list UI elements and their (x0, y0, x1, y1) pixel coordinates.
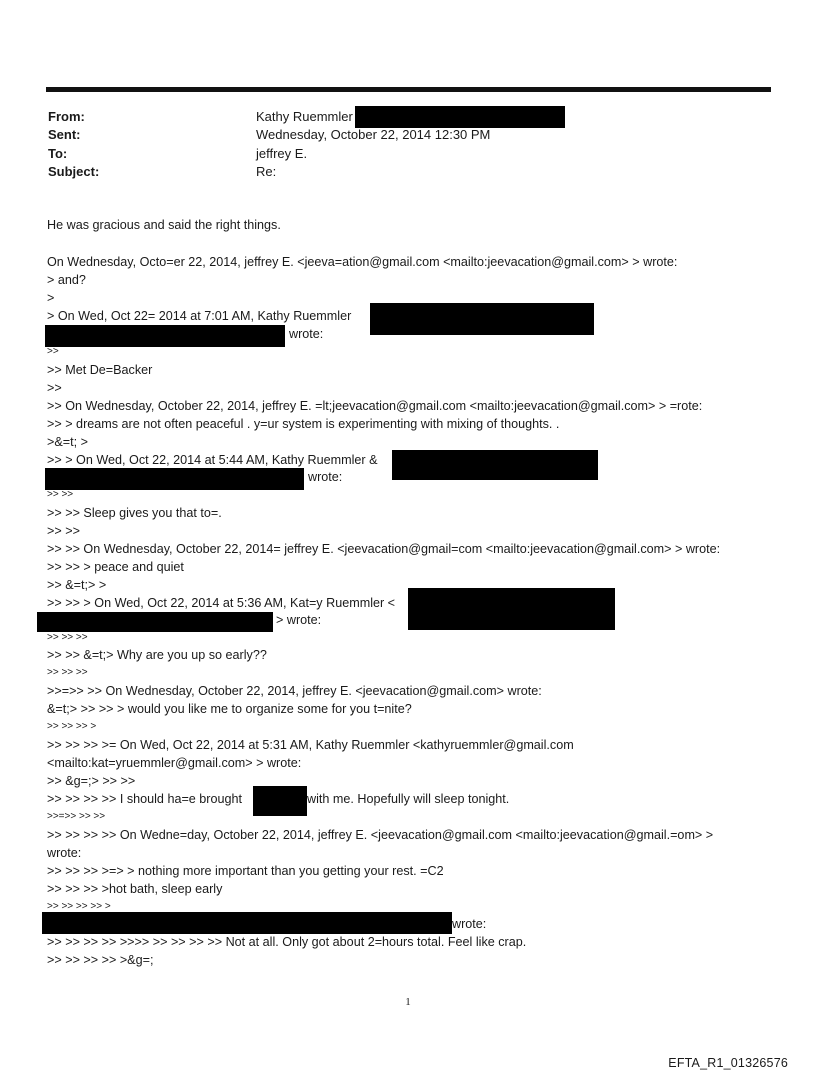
body-line: >> > On Wed, Oct 22, 2014 at 5:44 AM, Kathy Ruemmler & (47, 453, 378, 467)
sent-value: Wednesday, October 22, 2014 12:30 PM (256, 127, 491, 142)
sent-label: Sent: (48, 127, 81, 142)
body-line: >> >> >> >> >>>> >> >> >> >> Not at all. Only got about 2=hours total. Feel like crap. (47, 935, 527, 949)
from-value: Kathy Ruemmler (256, 109, 353, 124)
body-line: wrote: (452, 917, 487, 931)
body-line: > and? (47, 273, 86, 287)
header-rule (46, 87, 771, 92)
body-line: >> (47, 346, 59, 357)
redaction-box (42, 912, 452, 934)
body-line: >> &=t;> > (47, 578, 107, 592)
body-line: >> >> >> >> On Wedne=day, October 22, 2014, jeffrey E. <jeevacation@gmail.com <mailto:jeevacation@gmail.=om> > (47, 828, 714, 842)
redaction-box (370, 303, 594, 335)
body-line: &=t;> >> >> > would you like me to organize some for you t=nite? (47, 702, 412, 716)
redaction-box (253, 786, 307, 816)
page-number: 1 (405, 996, 411, 1008)
body-line: On Wednesday, Octo=er 22, 2014, jeffrey E. <jeeva=ation@gmail.com <mailto:jeevacation@gmail.com> > wrote: (47, 255, 678, 269)
to-value: jeffrey E. (256, 146, 308, 161)
body-line: >>=>> >> >> (47, 811, 106, 822)
body-line: >> >> Sleep gives you that to=. (47, 506, 222, 520)
redaction-box (45, 468, 304, 490)
from-label: From: (48, 109, 85, 124)
body-line: >> >> >> > (47, 721, 97, 732)
body-line: >> On Wednesday, October 22, 2014, jeffrey E. =lt;jeevacation@gmail.com <mailto:jeevacation@gmail.com> > =rote: (47, 399, 703, 413)
body-line: >&=t; > (47, 435, 88, 449)
subject-label: Subject: (48, 164, 100, 179)
body-line: >> >> >> (47, 667, 88, 678)
body-line: >> >> (47, 524, 80, 538)
to-label: To: (48, 146, 68, 161)
body-line: > wrote: (276, 613, 322, 627)
body-line: >> Met De=Backer (47, 363, 153, 377)
body-line: >> >> &=t;> Why are you up so early?? (47, 648, 267, 662)
body-line: > On Wed, Oct 22= 2014 at 7:01 AM, Kathy Ruemmler (47, 309, 352, 323)
body-line: >> >> On Wednesday, October 22, 2014= jeffrey E. <jeevacation@gmail=com <mailto:jeevacation@gmail.com> > wrote: (47, 542, 721, 556)
body-line: >> >> >> >=> > nothing more important than you getting your rest. =C2 (47, 864, 444, 878)
body-line: >> &g=;> >> >> (47, 774, 136, 788)
body-line: with me. Hopefully will sleep tonight. (307, 792, 510, 806)
body-line: >> (47, 381, 62, 395)
redaction-box (408, 588, 615, 630)
body-line: wrote: (308, 470, 343, 484)
redaction-box (355, 106, 565, 128)
redaction-box (45, 325, 285, 347)
body-line: >> >> >> >> > (47, 901, 111, 912)
body-line: He was gracious and said the right things. (47, 218, 281, 232)
body-line: >> >> >> >> I should ha=e brought (47, 792, 243, 806)
body-line: >> >> >> >= On Wed, Oct 22, 2014 at 5:31 AM, Kathy Ruemmler <kathyruemmler@gmail.com (47, 738, 574, 752)
redaction-box (392, 450, 598, 480)
subject-value: Re: (256, 164, 277, 179)
body-line: >> >> (47, 489, 74, 500)
body-line: <mailto:kat=yruemmler@gmail.com> > wrote: (47, 756, 302, 770)
body-line: > (47, 291, 55, 305)
body-line: >>=>> >> On Wednesday, October 22, 2014, jeffrey E. <jeevacation@gmail.com> wrote: (47, 684, 542, 698)
bates-number: EFTA_R1_01326576 (668, 1056, 788, 1070)
body-line: wrote: (289, 327, 324, 341)
body-line: >> >> >> >hot bath, sleep early (47, 882, 223, 896)
body-line: >> >> > peace and quiet (47, 560, 184, 574)
body-line: >> >> > On Wed, Oct 22, 2014 at 5:36 AM, Kat=y Ruemmler < (47, 596, 396, 610)
body-line: >> >> >> >> >&g=; (47, 953, 154, 967)
body-line: wrote: (47, 846, 82, 860)
body-line: >> > dreams are not often peaceful . y=ur system is experimenting with mixing of thoughts. . (47, 417, 560, 431)
body-line: >> >> >> (47, 632, 88, 643)
